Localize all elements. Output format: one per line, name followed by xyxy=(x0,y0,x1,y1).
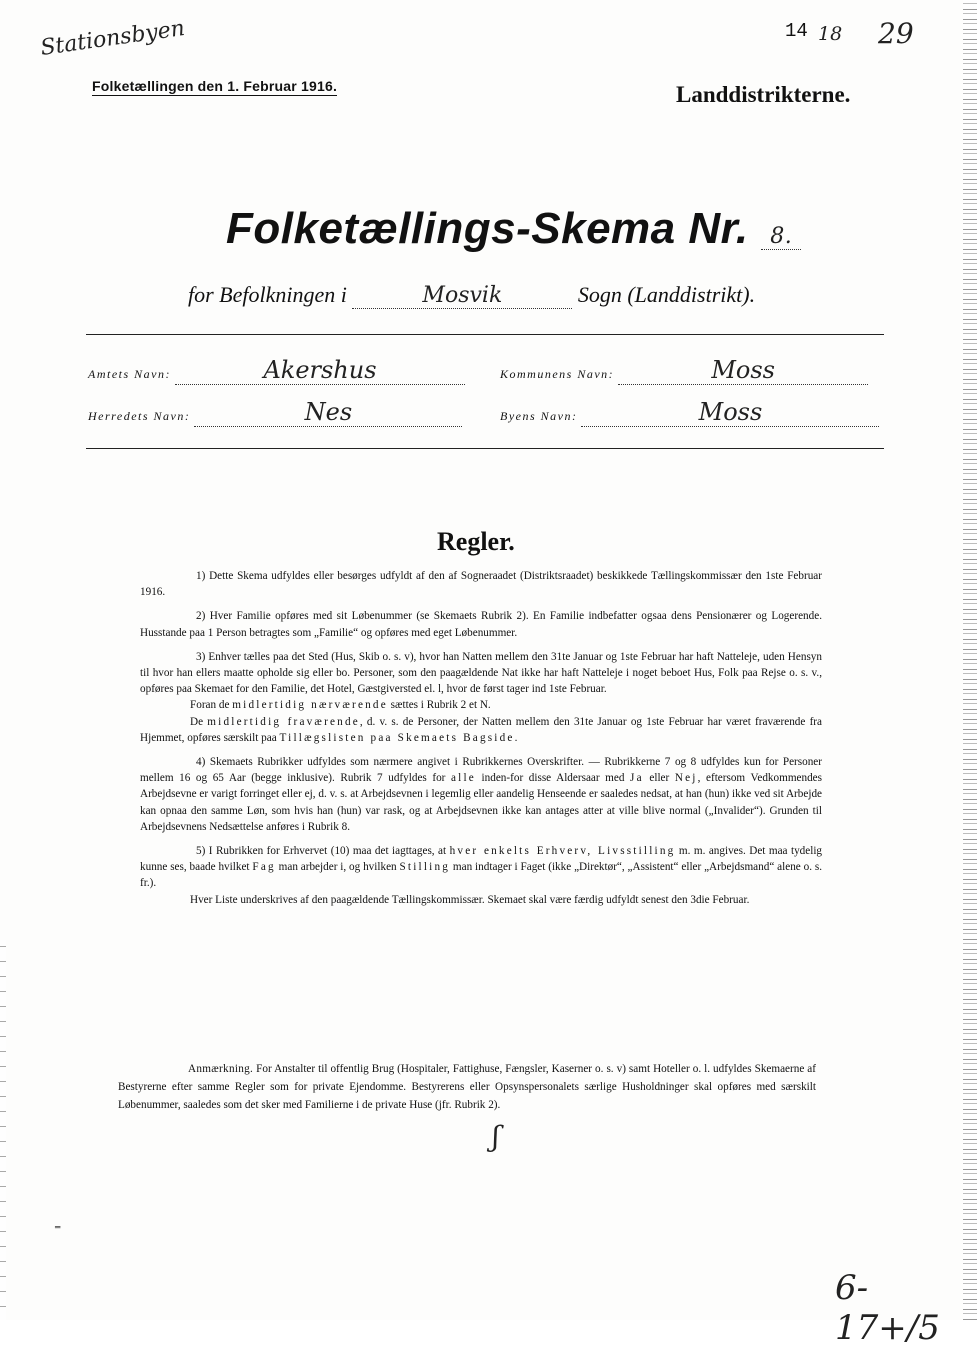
subtitle-suffix: Sogn (Landdistrikt). xyxy=(577,282,756,307)
herred-label: Herredets Navn: xyxy=(88,409,191,423)
form-title xyxy=(226,204,801,254)
rule-5a: 5) I Rubrikken for Erhvervet (10) maa det iagttages, at xyxy=(196,845,447,858)
rule-4 xyxy=(140,754,822,835)
rule-3b-post: sættes i Rubrik 2 et N. xyxy=(390,699,491,712)
kommune-field xyxy=(500,356,868,385)
amt-value: Akershus xyxy=(175,356,465,385)
rule-4c: eller xyxy=(649,772,670,785)
rule-3b xyxy=(140,697,822,713)
rule-4-spaced-2: Ja xyxy=(630,772,644,785)
remark-label: Anmærkning. xyxy=(188,1063,254,1075)
rule-5c: man arbejder i, og hvilken xyxy=(278,861,397,874)
pen-mark: ʃ xyxy=(492,1120,500,1153)
scan-edge-right xyxy=(963,0,977,1320)
rule-3b-spaced: midlertidig nærværende xyxy=(232,699,388,712)
rule-5-spaced-1: hver enkelts Erhverv, Livsstilling xyxy=(449,845,676,858)
by-field xyxy=(500,398,879,427)
kommune-label: Kommunens Navn: xyxy=(500,367,615,381)
rule-4a: 4) Skemaets Rubrikker udfyldes som nærmere angivet i Rubrikkernes Overskrifter. — Rubrikkerne 7 og 8 udfyldes kun for Personer mellem 16 og 65 Aar (begge inklusive). Rubrik 7 udfyldes for xyxy=(140,756,822,785)
rule-3c-end: . xyxy=(514,731,518,744)
rule-4d: , eftersom Vedkommendes Arbejdsevne er varigt forringet eller ej, d. v. s. at Arbejdsevnen i legemlig eller aandelig Henseende er saaledes nedsat, at han (hun) ikke ved sit Arbejde kan opnaa den samme Løn, som hvis han (hun) var rask, og at Arbejdsevnen ikke kan antages atter at ville blive normal („Invalider“). Grunden til Arbejdsevnens Nedsættelse anføres i Rubrik 8. xyxy=(140,772,822,833)
handwritten-number-2: 18 xyxy=(818,23,843,45)
amt-field xyxy=(88,356,465,385)
kommune-value: Moss xyxy=(618,356,868,385)
parish-name: Mosvik xyxy=(352,283,572,309)
census-date-header: Folketællingen den 1. Februar 1916. xyxy=(92,78,338,94)
by-value: Moss xyxy=(581,398,879,427)
rule-4-spaced-1: alle xyxy=(451,772,476,785)
form-number: 8. xyxy=(761,224,801,250)
scan-edge-left xyxy=(0,940,6,1320)
rule-3c-pre: De xyxy=(190,715,204,728)
margin-mark: ⁼ xyxy=(54,1223,62,1238)
rule-1: 1) Dette Skema udfyldes eller besørges udfyldt af den af Sognerаadet (Distriktsraadet) beskikkede Tællingskommissær den 1ste Februar 1916. xyxy=(140,570,822,599)
divider-top xyxy=(86,334,884,335)
rule-5-spaced-3: Stilling xyxy=(399,861,451,874)
handwritten-note-top-left: Stationsbyen xyxy=(38,16,187,61)
handwritten-note-bottom-right: 6- 17+/5 xyxy=(835,1268,940,1348)
rule-5 xyxy=(140,843,822,892)
stamp-number-1: 14 xyxy=(785,20,808,42)
remark-note xyxy=(118,1060,816,1114)
rule-2: 2) Hver Familie opføres med sit Løbenummer (se Skemaets Rubrik 2). En Familie indbefatter ogsaa dens Pensionærer og Logerende. Husstande paa 1 Person betragtes som „Familie“ og opføres med eget Løbenummer. xyxy=(140,610,822,639)
form-subtitle xyxy=(188,282,755,309)
herred-value: Nes xyxy=(194,398,462,427)
divider-bottom xyxy=(86,448,884,449)
rule-5d: man indtager i Faget (ikke „Direktør“, „Assistent“ eller „Arbejdsmand“ alene o. s. fr.). xyxy=(140,861,823,890)
rules-body xyxy=(140,568,822,916)
rule-3c-mid: , d. v. s. de Personer, der Natten mellem den 31te Januar og 1ste Februar har været fraværende fra Hjemmet, opføres særskilt paa xyxy=(140,715,822,744)
rules-heading: Regler. xyxy=(437,527,515,556)
rule-4-spaced-3: Nej xyxy=(674,772,698,785)
rule-3c xyxy=(140,714,822,746)
by-label: Byens Navn: xyxy=(500,409,578,423)
handwritten-number-3: 29 xyxy=(878,17,914,50)
rule-5-spaced-2: Fag xyxy=(252,861,276,874)
subtitle-prefix: for Befolkningen i xyxy=(188,282,347,307)
form-title-text: Folketællings-Skema Nr. xyxy=(226,204,749,253)
amt-label: Amtets Navn: xyxy=(88,367,171,381)
herred-field xyxy=(88,398,462,427)
district-type-header: Landdistrikterne. xyxy=(676,82,851,107)
rule-3: 3) Enhver tælles paa det Sted (Hus, Skib o. s. v), hvor han Natten mellem den 31te Januar og 1ste Februar har haft Natteleje, uden Hensyn til hvor han ellers maatte opholde sig eller bo. Personer, som den paagældende Nat ikke har haft Natteleje i noget beboet Hus, Folk paa Rejse o. s. v., opføres paa Skemaet for den Familie, det Hotel, Gæstgiversted el. l, hvor de først tager ind 1ste Februar. xyxy=(140,650,822,696)
rule-3c-spaced: midlertidig fraværende xyxy=(207,715,360,728)
rule-5b: m. m. angives. Det maa tydelig kunne ses, baade hvilket xyxy=(140,845,823,874)
rule-3b-pre: Foran de xyxy=(190,699,230,712)
rule-6: Hver Liste underskrives af den paagældende Tællingskommissær. Skemaet skal være færdig udfyldt senest den 3die Februar. xyxy=(190,893,750,906)
rule-4b: inden-for disse Aldersaar med xyxy=(481,772,625,785)
remark-text: For Anstalter til offentlig Brug (Hospitaler, Fattighuse, Fængsler, Kaserner o. s. v) samt Hoteller o. l. udfyldes Skemaerne af Bestyrerne efter samme Regler som for private Ejendomme. Bestyrerens eller Opsynspersonalets særlige Husholdninger skal opføres med særskilt Løbenummer, saaledes som det sker med Familierne i de private Huse (jfr. Rubrik 2). xyxy=(118,1063,816,1111)
rule-3c-spaced-2: Tillægslisten paa Skemaets Bagside xyxy=(279,731,515,744)
